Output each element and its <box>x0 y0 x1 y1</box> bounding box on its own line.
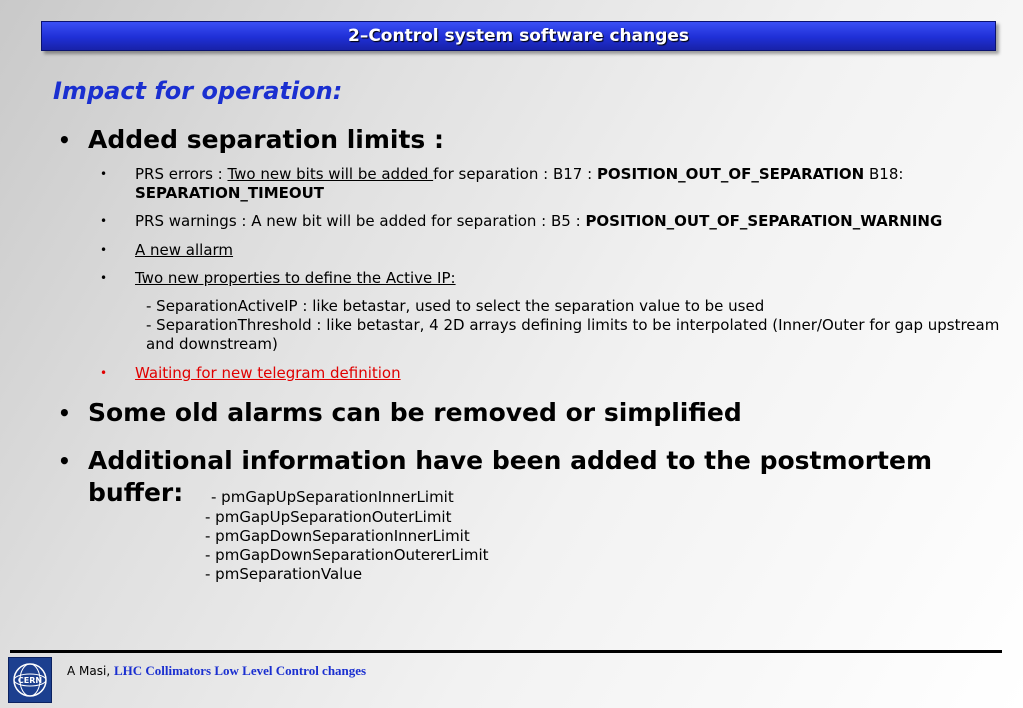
new-alarm-text: A new allarm <box>135 241 234 259</box>
footer-talk-title: LHC Collimators Low Level Control changes <box>113 663 367 678</box>
bullet-dot: • <box>100 214 108 228</box>
cern-logo <box>8 657 52 703</box>
section-heading: Impact for operation: <box>53 77 343 105</box>
property-separation-threshold: - SeparationThreshold : like betastar, 4 2D arrays defining limits to be interpolated (Inner/Outer for gap upstream <box>146 316 1000 334</box>
pm-variable: - pmGapDownSeparationInnerLimit <box>205 527 470 545</box>
pm-variable: - pmGapDownSeparationOutererLimit <box>205 546 489 564</box>
footer-divider <box>10 650 1002 653</box>
waiting-text: Waiting for new telegram definition <box>135 364 401 382</box>
footer-credit <box>67 663 366 679</box>
prs-errors-text: for separation : B17 : <box>433 165 597 183</box>
cern-logo-text: CERN <box>17 676 43 685</box>
bullet-dot: • <box>100 271 108 285</box>
pm-variable: - pmGapUpSeparationOuterLimit <box>205 508 452 526</box>
bullet-dot: • <box>58 449 71 473</box>
two-properties-text: Two new properties to define the Active IP: <box>135 269 456 287</box>
prs-warnings-text: PRS warnings : A new bit will be added for separation : B5 : <box>135 212 586 230</box>
prs-errors-label: PRS errors : <box>135 165 228 183</box>
pm-variable: - pmSeparationValue <box>205 565 363 583</box>
bullet-text: Additional information have been added to the postmortem <box>88 446 933 475</box>
bullet-text: Added separation limits : <box>88 125 444 154</box>
bullet-text: Some old alarms can be removed or simplified <box>88 398 742 427</box>
bullet-dot: • <box>100 243 108 257</box>
prs-errors-underlined: Two new bits will be added <box>227 165 434 183</box>
bullet-old-alarms <box>58 397 742 429</box>
prs-errors-b18: B18: <box>864 165 904 183</box>
bullet-dot: • <box>100 366 108 380</box>
bullet-additional-info <box>58 445 933 477</box>
property-separation-threshold-cont: and downstream) <box>146 335 278 353</box>
prs-errors-b17: POSITION_OUT_OF_SEPARATION <box>596 165 865 183</box>
bullet-separation-limits <box>58 124 444 156</box>
prs-errors-timeout: SEPARATION_TIMEOUT <box>135 184 325 202</box>
slide-title: 2–Control system software changes <box>41 21 996 51</box>
bullet-dot: • <box>58 128 71 152</box>
bullet-dot: • <box>100 167 108 181</box>
prs-warnings-b5: POSITION_OUT_OF_SEPARATION_WARNING <box>585 212 943 230</box>
bullet-dot: • <box>58 401 71 425</box>
footer-author: A Masi, <box>67 664 114 678</box>
bullet-additional-info-cont: buffer: <box>88 478 184 507</box>
pm-variable: - pmGapUpSeparationInnerLimit <box>211 488 454 506</box>
property-separation-active-ip: - SeparationActiveIP : like betastar, used to select the separation value to be used <box>146 297 765 315</box>
